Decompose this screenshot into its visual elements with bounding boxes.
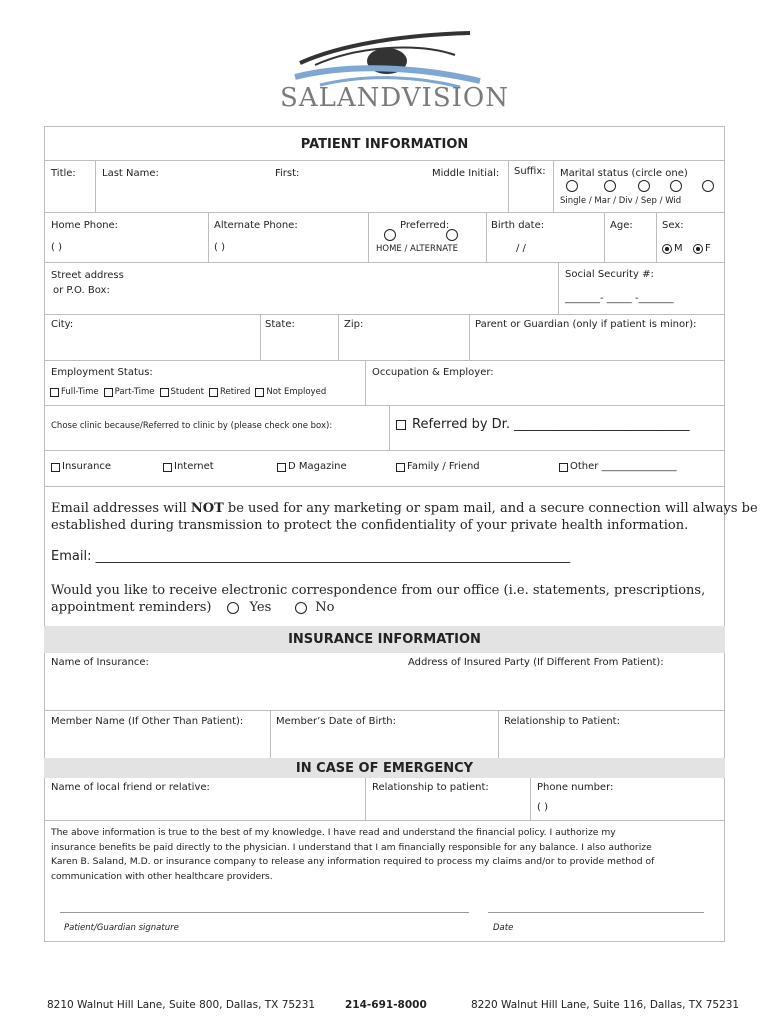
correspondence-yes-radio[interactable]: [227, 602, 239, 614]
referred-by-option[interactable]: Referred by Dr. ___________________________: [396, 417, 690, 432]
yes-label: Yes: [249, 600, 272, 615]
title-label: Title:: [51, 168, 76, 179]
relationship-to-patient-label: Relationship to Patient:: [504, 716, 620, 727]
member-dob-label: Member’s Date of Birth:: [276, 716, 396, 727]
ssn-label: Social Security #:: [565, 269, 654, 280]
retired-checkbox[interactable]: [209, 388, 218, 397]
attestation-line4: communication with other healthcare providers.: [51, 870, 273, 882]
insurance-name-label: Name of Insurance:: [51, 657, 149, 668]
marital-wid-radio[interactable]: [702, 180, 714, 192]
correspondence-question-line2: appointment reminders) Yes No: [51, 600, 335, 615]
preferred-options: HOME / ALTERNATE: [376, 244, 458, 254]
occupation-label: Occupation & Employer:: [372, 367, 494, 378]
emp-retired-option[interactable]: Retired: [209, 387, 253, 397]
emp-full-time-option[interactable]: Full-Time: [50, 387, 102, 397]
footer-address-1: 8210 Walnut Hill Lane, Suite 800, Dallas, TX 75231: [47, 999, 316, 1011]
state-label: State:: [265, 319, 295, 330]
friend-relative-label: Name of local friend or relative:: [51, 782, 210, 793]
alternate-phone-field[interactable]: ( ): [214, 242, 225, 253]
attestation-line1: The above information is true to the best of my knowledge. I have read and understand the financial policy. I authorize my: [51, 827, 616, 838]
date-label: Date: [493, 923, 514, 933]
logo: [280, 25, 509, 120]
internet-checkbox[interactable]: [163, 463, 172, 472]
marital-options: Single / Mar / Div / Sep / Wid: [560, 196, 682, 206]
middle-initial-label: Middle Initial:: [432, 168, 500, 179]
email-notice-line2: established during transmission to protect the confidentiality of your private health information.: [51, 518, 689, 533]
sex-m-option[interactable]: M: [662, 243, 683, 255]
email-notice-line1: Email addresses will NOT be used for any marketing or spam mail, and a secure connection will always be: [51, 501, 758, 516]
zip-label: Zip:: [344, 319, 364, 330]
date-line[interactable]: [488, 912, 704, 913]
ssn-field[interactable]: _______- _____ -_______: [565, 293, 674, 304]
guardian-label: Parent or Guardian (only if patient is minor):: [475, 319, 697, 330]
footer-address-2: 8220 Walnut Hill Lane, Suite 116, Dallas, TX 75231: [471, 999, 740, 1011]
part-time-checkbox[interactable]: [104, 388, 113, 397]
first-name-label: First:: [275, 168, 300, 179]
email-notice: [51, 500, 758, 534]
signature-label: Patient/Guardian signature: [64, 923, 179, 933]
city-label: City:: [51, 319, 74, 330]
emergency-phone-field[interactable]: ( ): [537, 802, 548, 813]
marital-div-radio[interactable]: [638, 180, 650, 192]
insurance-checkbox[interactable]: [51, 463, 60, 472]
signature-line[interactable]: [60, 912, 469, 913]
correspondence-no-radio[interactable]: [295, 602, 307, 614]
patient-info-heading: PATIENT INFORMATION: [300, 137, 469, 152]
referral-other-option[interactable]: Other _______________: [559, 461, 677, 473]
marital-radio-group: [566, 180, 716, 192]
referral-insurance-option[interactable]: Insurance: [51, 461, 111, 473]
emergency-phone-label: Phone number:: [537, 782, 614, 793]
clinic-reason-label: Chose clinic because/Referred to clinic by (please check one box):: [51, 421, 333, 431]
member-name-label: Member Name (If Other Than Patient):: [51, 716, 244, 727]
emergency-heading: IN CASE OF EMERGENCY: [295, 761, 474, 776]
birth-date-label: Birth date:: [491, 220, 545, 231]
age-label: Age:: [610, 220, 633, 231]
correspondence-question-line1: Would you like to receive electronic correspondence from our office (i.e. statements, prescriptions,: [51, 583, 706, 598]
birth-date-field[interactable]: / /: [516, 243, 526, 254]
sex-f-radio[interactable]: [693, 244, 703, 254]
attestation-line3: Karen B. Saland, M.D. or insurance company to release any information required to process my claims and/or to provide method of: [51, 856, 655, 867]
not-employed-checkbox[interactable]: [255, 388, 264, 397]
marital-sep-radio[interactable]: [670, 180, 682, 192]
full-time-checkbox[interactable]: [50, 388, 59, 397]
attestation-text: [51, 826, 654, 884]
referred-by-checkbox[interactable]: [396, 420, 406, 430]
referral-d-magazine-option[interactable]: D Magazine: [277, 461, 347, 473]
po-box-label: or P.O. Box:: [53, 285, 110, 296]
family-friend-checkbox[interactable]: [396, 463, 405, 472]
email-field[interactable]: Email: _________________________________________________________________________: [51, 549, 571, 564]
alternate-phone-label: Alternate Phone:: [214, 220, 298, 231]
referral-internet-option[interactable]: Internet: [163, 461, 214, 473]
insurance-heading-band: [44, 626, 725, 653]
preferred-label: Preferred:: [400, 220, 450, 231]
attestation-line2: insurance benefits be paid directly to the physician. I understand that I am financially responsible for any balance. I also authorize: [51, 841, 652, 853]
suffix-label: Suffix:: [514, 166, 546, 177]
referral-family-friend-option[interactable]: Family / Friend: [396, 461, 480, 473]
student-checkbox[interactable]: [160, 388, 169, 397]
d-magazine-checkbox[interactable]: [277, 463, 286, 472]
insurance-heading: INSURANCE INFORMATION: [288, 632, 481, 647]
marital-mar-radio[interactable]: [604, 180, 616, 192]
sex-label: Sex:: [662, 220, 684, 231]
marital-single-radio[interactable]: [566, 180, 578, 192]
other-checkbox[interactable]: [559, 463, 568, 472]
emp-part-time-option[interactable]: Part-Time: [104, 387, 158, 397]
emergency-relationship-label: Relationship to patient:: [372, 782, 489, 793]
footer-phone: 214-691-8000: [345, 999, 427, 1011]
correspondence-question: [51, 582, 705, 616]
marital-status-label: Marital status (circle one): [560, 168, 688, 179]
sex-f-option[interactable]: F: [693, 243, 711, 255]
preferred-home-radio[interactable]: [384, 229, 396, 241]
emp-student-option[interactable]: Student: [160, 387, 207, 397]
preferred-alternate-radio[interactable]: [446, 229, 458, 241]
last-name-label: Last Name:: [102, 168, 159, 179]
employment-options: [50, 387, 326, 397]
sex-m-radio[interactable]: [662, 244, 672, 254]
home-phone-field[interactable]: ( ): [51, 242, 62, 253]
emergency-heading-band: [44, 758, 725, 778]
employment-status-label: Employment Status:: [51, 367, 153, 378]
home-phone-label: Home Phone:: [51, 220, 119, 231]
insured-address-label: Address of Insured Party (If Different From Patient):: [408, 657, 664, 668]
brand-wordmark: SALANDVISION: [280, 83, 509, 113]
street-address-label: Street address: [51, 270, 124, 281]
emp-not-employed-option[interactable]: Not Employed: [255, 387, 326, 397]
no-label: No: [315, 600, 335, 615]
